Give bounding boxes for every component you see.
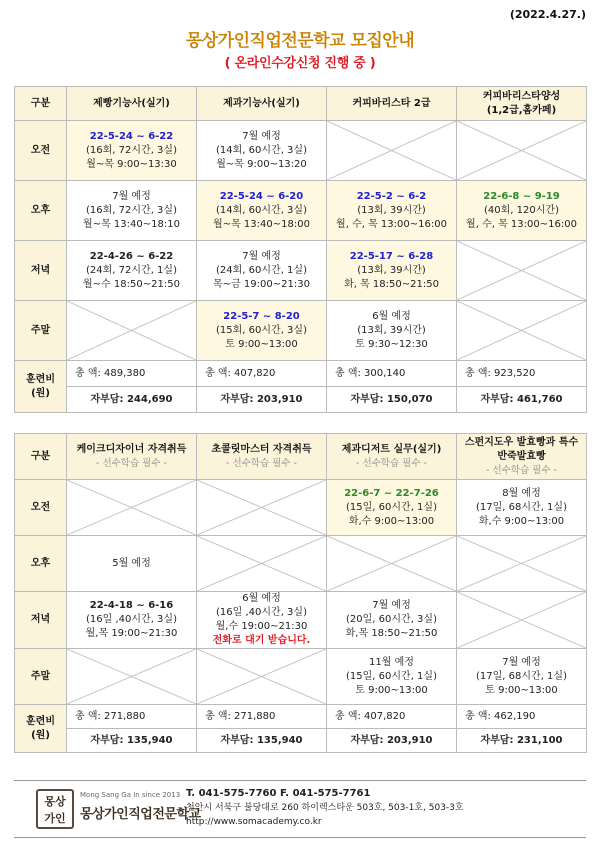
schedule-cell [457,241,587,301]
fee-self-pay: 자부담: 244,690 [67,387,197,413]
detail-text: (24회, 60시간, 1실) [216,264,307,276]
period-text: 22-5-7 ~ 8-20 [223,310,300,322]
course-header-3: 커피바리스타 2급 [327,87,457,121]
row-label-afternoon: 오후 [15,181,67,241]
detail-text: 토 9:00~13:00 [225,338,298,350]
row-label-evening: 저녁 [15,592,67,649]
detail-text: (13회, 39시간) [357,324,426,336]
prerequisite-note: - 선수학습 필수 - [226,457,297,469]
address: 천안시 서북구 불당대로 260 하이렉스타운 503호, 503-1호, 503-3호 [186,803,464,813]
empty-cell-cross [197,536,326,591]
logo-mark: 몽상 가인 [36,789,74,829]
detail-text: 월~목 9:00~13:30 [86,158,177,170]
fee-total: 총 액: 462,190 [457,705,587,729]
schedule-cell [67,649,197,705]
empty-cell-cross [197,480,326,535]
fee-total: 총 액: 271,880 [197,705,327,729]
detail-text: (16일 ,40시간, 3실) [86,614,177,625]
schedule-cell [327,536,457,592]
fee-total: 총 액: 489,380 [67,361,197,387]
schedule-cell [197,241,327,301]
fee-total: 총 액: 407,820 [197,361,327,387]
page-subtitle: ( 온라인수강신청 진행 중 ) [224,56,376,71]
course-header-3: 제과디저트 실무(실기) - 선수학습 필수 - [327,434,457,480]
phone-fax: T. 041-575-7760 F. 041-575-7761 [186,788,371,799]
period-text: 6월 예정 [372,310,411,322]
detail-text: (13회, 39시간) [357,264,426,276]
empty-cell-cross [457,592,586,648]
schedule-cell [327,480,457,536]
detail-text: 목~금 19:00~21:30 [213,278,310,290]
schedule-cell [197,301,327,361]
detail-text: (24회, 72시간, 1실) [86,264,177,276]
schedule-row-afternoon [15,536,587,592]
school-logo [36,789,206,831]
course-header-2: 초콜릿마스터 자격취득 - 선수학습 필수 - [197,434,327,480]
period-text: 11월 예정 [369,656,414,668]
empty-cell-cross [67,480,196,535]
schedule-cell [67,301,197,361]
schedule-cell [457,121,587,181]
prerequisite-note: - 선수학습 필수 - [486,464,557,476]
schedule-cell [327,241,457,301]
period-text: 22-5-24 ~ 6-22 [89,130,174,142]
schedule-cell [457,480,587,536]
schedule-row-evening [15,592,587,649]
detail-text: (16회, 72시간, 3실) [86,144,177,156]
schedule-cell [457,301,587,361]
course-header-2: 제과기능사(실기) [197,87,327,121]
detail-text: (20일, 60시간, 3실) [346,614,437,625]
schedule-cell [67,480,197,536]
schedule-cell [327,301,457,361]
schedule-row-morning [15,121,587,181]
course-header-1: 케이크디자이너 자격취득 - 선수학습 필수 - [67,434,197,480]
fee-self-pay: 자부담: 135,940 [197,729,327,753]
period-text: 22-6-8 ~ 9-19 [483,190,560,202]
detail-text: 토 9:00~13:00 [485,684,558,696]
course-header-4: 커피바리스타양성 (1,2급,홈카페) [457,87,587,121]
empty-cell-cross [457,301,586,360]
logo-name: 몽상가인직업전문학교 [80,807,201,822]
empty-cell-cross [327,121,456,180]
schedule-row-weekend [15,649,587,705]
period-text: 22-5-17 ~ 6-28 [349,250,434,262]
detail-text: 화,수 9:00~13:00 [348,515,435,527]
fee-total: 총 액: 300,140 [327,361,457,387]
page-title: 몽상가인직업전문학교 모집안내 [185,31,415,51]
date-label: (2022.4.27.) [509,8,586,21]
schedule-cell [457,649,587,705]
empty-cell-cross [197,649,326,704]
fee-total: 총 액: 271,880 [67,705,197,729]
row-label-evening: 저녁 [15,241,67,301]
period-text: 7월 예정 [112,190,151,202]
empty-cell-cross [457,536,586,591]
schedule-cell [457,536,587,592]
detail-text: (16회, 72시간, 3실) [86,204,177,216]
fee-self-pay: 자부담: 150,070 [327,387,457,413]
empty-cell-cross [457,121,586,180]
schedule-cell [67,241,197,301]
empty-cell-cross [67,301,196,360]
fee-self-pay: 자부담: 461,760 [457,387,587,413]
period-text: 22-6-7 ~ 22-7-26 [344,487,439,499]
schedule-cell [67,181,197,241]
detail-text: 월, 수, 목 13:00~16:00 [466,218,577,230]
schedule-cell [197,649,327,705]
row-label-fee: 훈련비 (원) [15,705,67,753]
detail-text: 월,수 19:00~21:30 [215,621,308,632]
schedule-cell [197,181,327,241]
footer [14,780,586,838]
website-link[interactable]: http://www.somacademy.co.kr [186,817,322,827]
schedule-cell [67,592,197,649]
detail-text: 월~목 13:40~18:10 [83,218,180,230]
schedule-cell [327,181,457,241]
schedule-cell [327,121,457,181]
schedule-cell [67,121,197,181]
detail-text: (16일 ,40시간, 3실) [216,607,307,618]
detail-text: 월,목 19:00~21:30 [85,628,178,639]
schedule-cell [327,592,457,649]
period-text: 22-5-2 ~ 6-2 [356,190,427,202]
detail-text: 화, 목 18:50~21:50 [344,278,439,290]
row-label-morning: 오전 [15,480,67,536]
row-label-afternoon: 오후 [15,536,67,592]
waitlist-note: 전화로 대기 받습니다. [212,635,311,646]
detail-text: 토 9:30~12:30 [355,338,428,350]
schedule-table-1 [14,86,587,413]
period-text: 5월 예정 [112,557,151,569]
schedule-cell [197,121,327,181]
schedule-cell [197,592,327,649]
row-label-weekend: 주말 [15,649,67,705]
period-text: 7월 예정 [502,656,541,668]
fee-total: 총 액: 407,820 [327,705,457,729]
prerequisite-note: - 선수학습 필수 - [356,457,427,469]
fee-self-pay: 자부담: 135,940 [67,729,197,753]
schedule-row-afternoon [15,181,587,241]
detail-text: 토 9:00~13:00 [355,684,428,696]
schedule-row-weekend [15,301,587,361]
row-label-fee: 훈련비 (원) [15,361,67,413]
contact-info [186,787,464,829]
course-header-4: 스펀지도우 발효빵과 특수 반죽발효빵 - 선수학습 필수 - [457,434,587,480]
detail-text: 월, 수, 목 13:00~16:00 [336,218,447,230]
schedule-cell [327,649,457,705]
detail-text: (15회, 60시간, 3실) [216,324,307,336]
detail-text: (17일, 68시간, 1실) [476,670,567,682]
detail-text: 월~수 18:50~21:50 [83,278,180,290]
period-text: 7월 예정 [242,130,281,142]
schedule-cell [197,536,327,592]
period-text: 22-5-24 ~ 6-20 [219,190,304,202]
row-label-weekend: 주말 [15,301,67,361]
detail-text: (40회, 120시간) [484,204,559,216]
detail-text: (15일, 60시간, 1실) [346,670,437,682]
category-header: 구분 [15,87,67,121]
schedule-cell [457,181,587,241]
detail-text: (13회, 39시간) [357,204,426,216]
detail-text: (15일, 60시간, 1실) [346,501,437,513]
logo-tagline: Mong Sang Ga In since 2013 [80,791,181,799]
course-header-1: 제빵기능사(실기) [67,87,197,121]
fee-self-pay: 자부담: 203,910 [197,387,327,413]
fee-total: 총 액: 923,520 [457,361,587,387]
period-text: 22-4-26 ~ 6-22 [89,250,174,262]
empty-cell-cross [327,536,456,591]
detail-text: (14회, 60시간, 3실) [216,144,307,156]
row-label-morning: 오전 [15,121,67,181]
empty-cell-cross [67,649,196,704]
period-text: 7월 예정 [372,600,411,611]
schedule-table-2 [14,433,587,753]
period-text: 22-4-18 ~ 6-16 [89,600,174,611]
period-text: 6월 예정 [242,593,281,604]
category-header: 구분 [15,434,67,480]
schedule-cell [197,480,327,536]
schedule-cell [457,592,587,649]
period-text: 8월 예정 [502,487,541,499]
schedule-row-morning [15,480,587,536]
detail-text: 화,수 9:00~13:00 [478,515,565,527]
detail-text: (14회, 60시간, 3실) [216,204,307,216]
schedule-cell [67,536,197,592]
prerequisite-note: - 선수학습 필수 - [96,457,167,469]
schedule-row-evening [15,241,587,301]
empty-cell-cross [457,241,586,300]
detail-text: 월~목 9:00~13:20 [216,158,307,170]
detail-text: 월~목 13:40~18:00 [213,218,310,230]
detail-text: 화,목 18:50~21:50 [345,628,438,639]
period-text: 7월 예정 [242,250,281,262]
detail-text: (17일, 68시간, 1실) [476,501,567,513]
fee-self-pay: 자부담: 203,910 [327,729,457,753]
fee-self-pay: 자부담: 231,100 [457,729,587,753]
